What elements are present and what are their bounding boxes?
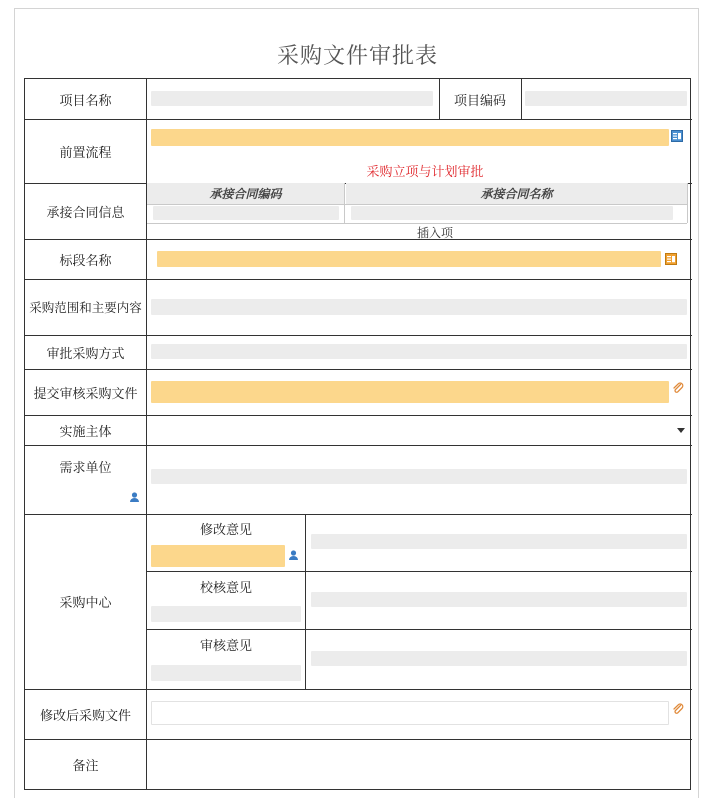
predecessor-label: 前置流程 bbox=[59, 145, 112, 161]
remark-label: 备注 bbox=[72, 759, 99, 774]
implementer-select[interactable] bbox=[147, 416, 691, 444]
center-label: 采购中心 bbox=[59, 596, 112, 611]
section-name-field[interactable] bbox=[157, 251, 661, 267]
contract-name-field[interactable] bbox=[351, 206, 673, 220]
form-lookup-icon[interactable] bbox=[671, 130, 683, 142]
predecessor-field[interactable] bbox=[151, 129, 669, 146]
submit-docs-field[interactable] bbox=[151, 381, 669, 403]
scope-label: 采购范围和主要内容 bbox=[29, 300, 142, 315]
submit-docs-label: 提交审核采购文件 bbox=[33, 386, 138, 402]
section-name-label: 标段名称 bbox=[59, 253, 112, 269]
review-opinion-label: 审核意见 bbox=[199, 638, 252, 654]
user-select-icon[interactable] bbox=[129, 491, 141, 503]
project-name-label: 项目名称 bbox=[59, 93, 112, 109]
predecessor-link[interactable]: 采购立项与计划审批 bbox=[366, 165, 484, 180]
user-select-icon[interactable] bbox=[288, 549, 300, 561]
method-field[interactable] bbox=[151, 344, 687, 359]
dropdown-arrow-icon[interactable] bbox=[677, 428, 685, 433]
review-opinion-person-field[interactable] bbox=[151, 665, 301, 681]
attach-icon[interactable] bbox=[672, 382, 684, 394]
check-opinion-person-field[interactable] bbox=[151, 606, 301, 622]
section-lookup-icon[interactable] bbox=[665, 253, 677, 265]
demand-unit-label: 需求单位 bbox=[59, 460, 112, 476]
contract-code-field[interactable] bbox=[153, 206, 339, 220]
revise-opinion-field[interactable] bbox=[311, 534, 687, 549]
contract-info-label: 承接合同信息 bbox=[46, 205, 125, 221]
check-opinion-field[interactable] bbox=[311, 592, 687, 607]
revise-opinion-label: 修改意见 bbox=[199, 522, 252, 538]
revised-docs-label: 修改后采购文件 bbox=[39, 708, 131, 724]
project-name-field[interactable] bbox=[151, 91, 433, 106]
implementer-label: 实施主体 bbox=[59, 424, 112, 440]
demand-unit-field[interactable] bbox=[151, 469, 687, 484]
review-opinion-field[interactable] bbox=[311, 651, 687, 666]
project-code-label: 项目编码 bbox=[453, 93, 506, 109]
approval-form-table bbox=[24, 78, 691, 790]
contract-code-header: 承接合同编码 bbox=[147, 183, 344, 204]
page-title: 采购文件审批表 bbox=[276, 44, 438, 69]
revise-opinion-person-field[interactable] bbox=[151, 545, 285, 567]
method-label: 审批采购方式 bbox=[46, 346, 125, 362]
insert-item-button[interactable]: 插入项 bbox=[416, 226, 453, 240]
check-opinion-label: 校核意见 bbox=[199, 580, 252, 596]
scope-field[interactable] bbox=[151, 299, 687, 315]
project-code-field[interactable] bbox=[525, 91, 687, 106]
remark-field[interactable] bbox=[147, 740, 691, 790]
attach-icon[interactable] bbox=[672, 703, 684, 715]
revised-docs-field[interactable] bbox=[151, 701, 669, 725]
contract-name-header: 承接合同名称 bbox=[346, 183, 687, 204]
